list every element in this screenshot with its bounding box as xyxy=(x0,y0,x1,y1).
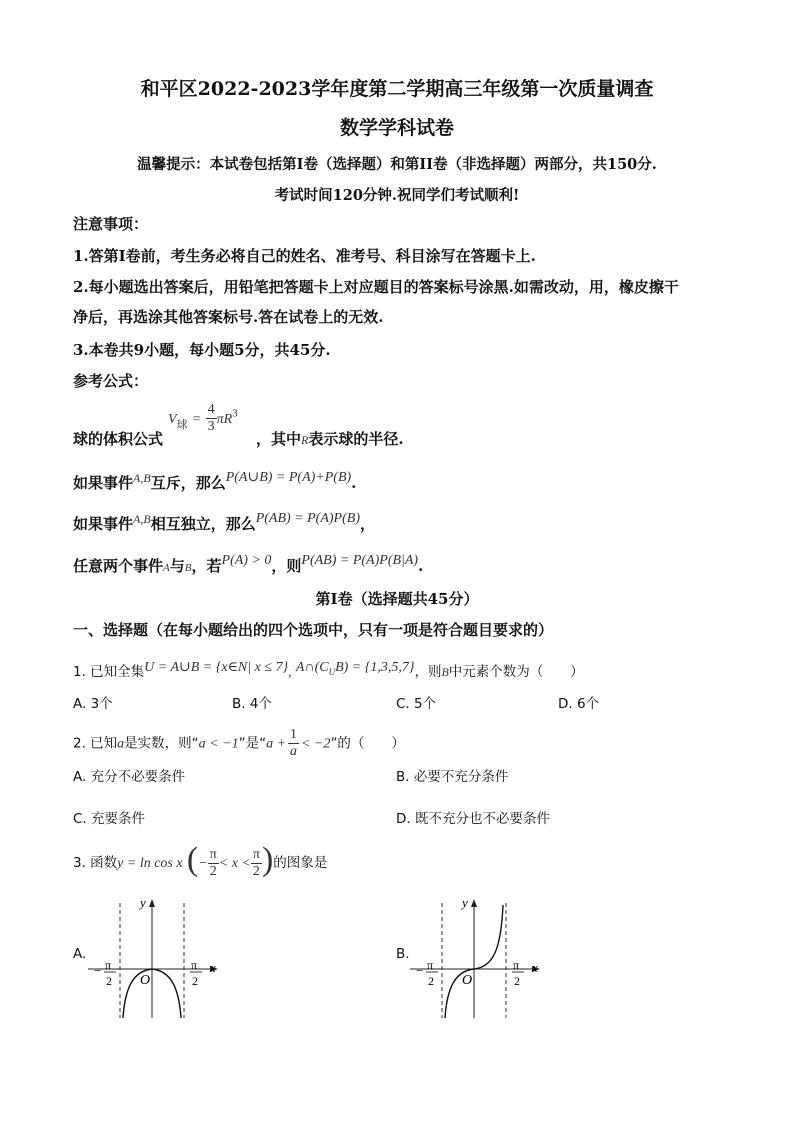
sphere-volume-formula: $V_球$ = $\frac{4}{3}$ $\pi R^3$ xyxy=(168,402,238,434)
hint-line-2: 考试时间120分钟.祝同学们考试顺利! xyxy=(274,187,520,204)
formulas-heading: 参考公式： xyxy=(73,372,149,390)
q1-option-d[interactable]: D. 6个 xyxy=(558,696,600,712)
q1-universal-set: U = A∪B = {x∈N| x ≤ 7} xyxy=(144,660,289,675)
y-label: y xyxy=(462,895,468,910)
independent-events-line: 如果事件$^{A,B}$相互独立，那么P(AB) = P(A)P(B)， xyxy=(73,511,376,533)
exclusive-events-line: 如果事件$^{A,B}$互斥，那么P(A∪B) = P(A)+P(B). xyxy=(73,470,357,492)
notes-item-2a: 2.每小题选出答案后，用铅笔把答题卡上对应题目的答案标号涂黑.如需改动，用，橡皮擦干 xyxy=(73,278,679,296)
sphere-formula-text: 球的体积公式 xyxy=(73,430,164,448)
notes-item-3: 3.本卷共9小题，每小题5分，共45分. xyxy=(73,341,331,359)
origin-label: O xyxy=(140,973,151,988)
x-label: x xyxy=(532,960,538,975)
x-label: x xyxy=(210,960,216,975)
y-axis-arrow xyxy=(471,899,477,907)
part-title: 一、选择题（在每小题给出的四个选项中，只有一项是符合题目要求的） xyxy=(73,621,554,639)
q2-fraction: $\frac{1}{a}$ xyxy=(290,727,298,759)
left-two: 2 xyxy=(106,974,112,988)
origin-label: O xyxy=(462,973,473,988)
minus-sign: − xyxy=(94,963,102,978)
q2-option-c[interactable]: C. 充要条件 xyxy=(73,811,146,827)
q2-option-a[interactable]: A. 充分不必要条件 xyxy=(73,769,186,785)
minus-sign: − xyxy=(416,963,424,978)
right-pi: π xyxy=(513,958,520,972)
section-title: 第I卷（选择题共45分） xyxy=(315,590,479,608)
exam-subtitle: 数学学科试卷 xyxy=(339,117,454,139)
left-two: 2 xyxy=(428,974,434,988)
q3-graph-a[interactable] xyxy=(88,893,228,1023)
right-pi: π xyxy=(191,958,198,972)
q3-option-b-label[interactable]: B. xyxy=(396,946,410,962)
question-3: 3. 函数y = ln cos x (− $\frac{\pi}{2}$ < x < $\frac{\pi}{2}$ )的图象是 xyxy=(73,841,328,879)
notes-heading: 注意事项： xyxy=(73,215,149,233)
q2-option-b[interactable]: B. 必要不充分条件 xyxy=(396,769,509,785)
q3-graph-b[interactable] xyxy=(410,893,550,1023)
q3-function: y = ln cos x xyxy=(117,856,183,871)
q1-option-c[interactable]: C. 5个 xyxy=(396,696,437,712)
left-pi: π xyxy=(105,958,112,972)
q1-option-b[interactable]: B. 4个 xyxy=(232,696,272,712)
sphere-fraction: $\frac{4}{3}$ xyxy=(207,402,215,434)
q3-right-bound: $\frac{\pi}{2}$ xyxy=(252,846,260,879)
conditional-formula: P(AB) = P(A)P(B|A) xyxy=(301,553,419,568)
q2-option-d[interactable]: D. 既不充分也不必要条件 xyxy=(396,811,550,827)
q3-left-bound: $\frac{\pi}{2}$ xyxy=(209,846,217,879)
exam-title: 和平区2022-2023学年度第二学期高三年级第一次质量调查 xyxy=(140,78,654,100)
question-2: 2. 已知a是实数，则“a < −1”是“a + $\frac{1}{a}$ < −2”的（ ） xyxy=(73,727,405,759)
notes-item-2b: 净后，再选涂其他答案标号.答在试卷上的无效. xyxy=(73,308,384,326)
notes-item-1: 1.答第I卷前，考生务必将自己的姓名、准考号、科目涂写在答题卡上. xyxy=(73,247,536,265)
y-axis-arrow xyxy=(149,899,155,907)
independent-formula: P(AB) = P(A)P(B) xyxy=(255,511,360,526)
sphere-where: ，其中R表示球的半径. xyxy=(256,430,404,448)
left-pi: π xyxy=(427,958,434,972)
exclusive-formula: P(A∪B) = P(A)+P(B) xyxy=(225,470,352,485)
hint-line-1: 温馨提示：本试卷包括第I卷（选择题）和第II卷（非选择题）两部分，共150分. xyxy=(137,156,657,173)
q1-option-a[interactable]: A. 3个 xyxy=(73,696,113,712)
right-two: 2 xyxy=(192,974,198,988)
question-1: 1. 已知全集U = A∪B = {x∈N| x ≤ 7}, $A\cap(C_UB) = \{1,3,5,7\}$，则B中元素个数为（ ） xyxy=(73,660,584,680)
right-two: 2 xyxy=(514,974,520,988)
conditional-line: 任意两个事件A与B，若P(A) > 0，则P(AB) = P(A)P(B|A). xyxy=(73,553,424,575)
q3-option-a-label[interactable]: A. xyxy=(73,946,87,962)
q1-intersection: $A\cap(C_UB) = \{1,3,5,7\}$ xyxy=(295,660,415,677)
y-label: y xyxy=(140,895,146,910)
